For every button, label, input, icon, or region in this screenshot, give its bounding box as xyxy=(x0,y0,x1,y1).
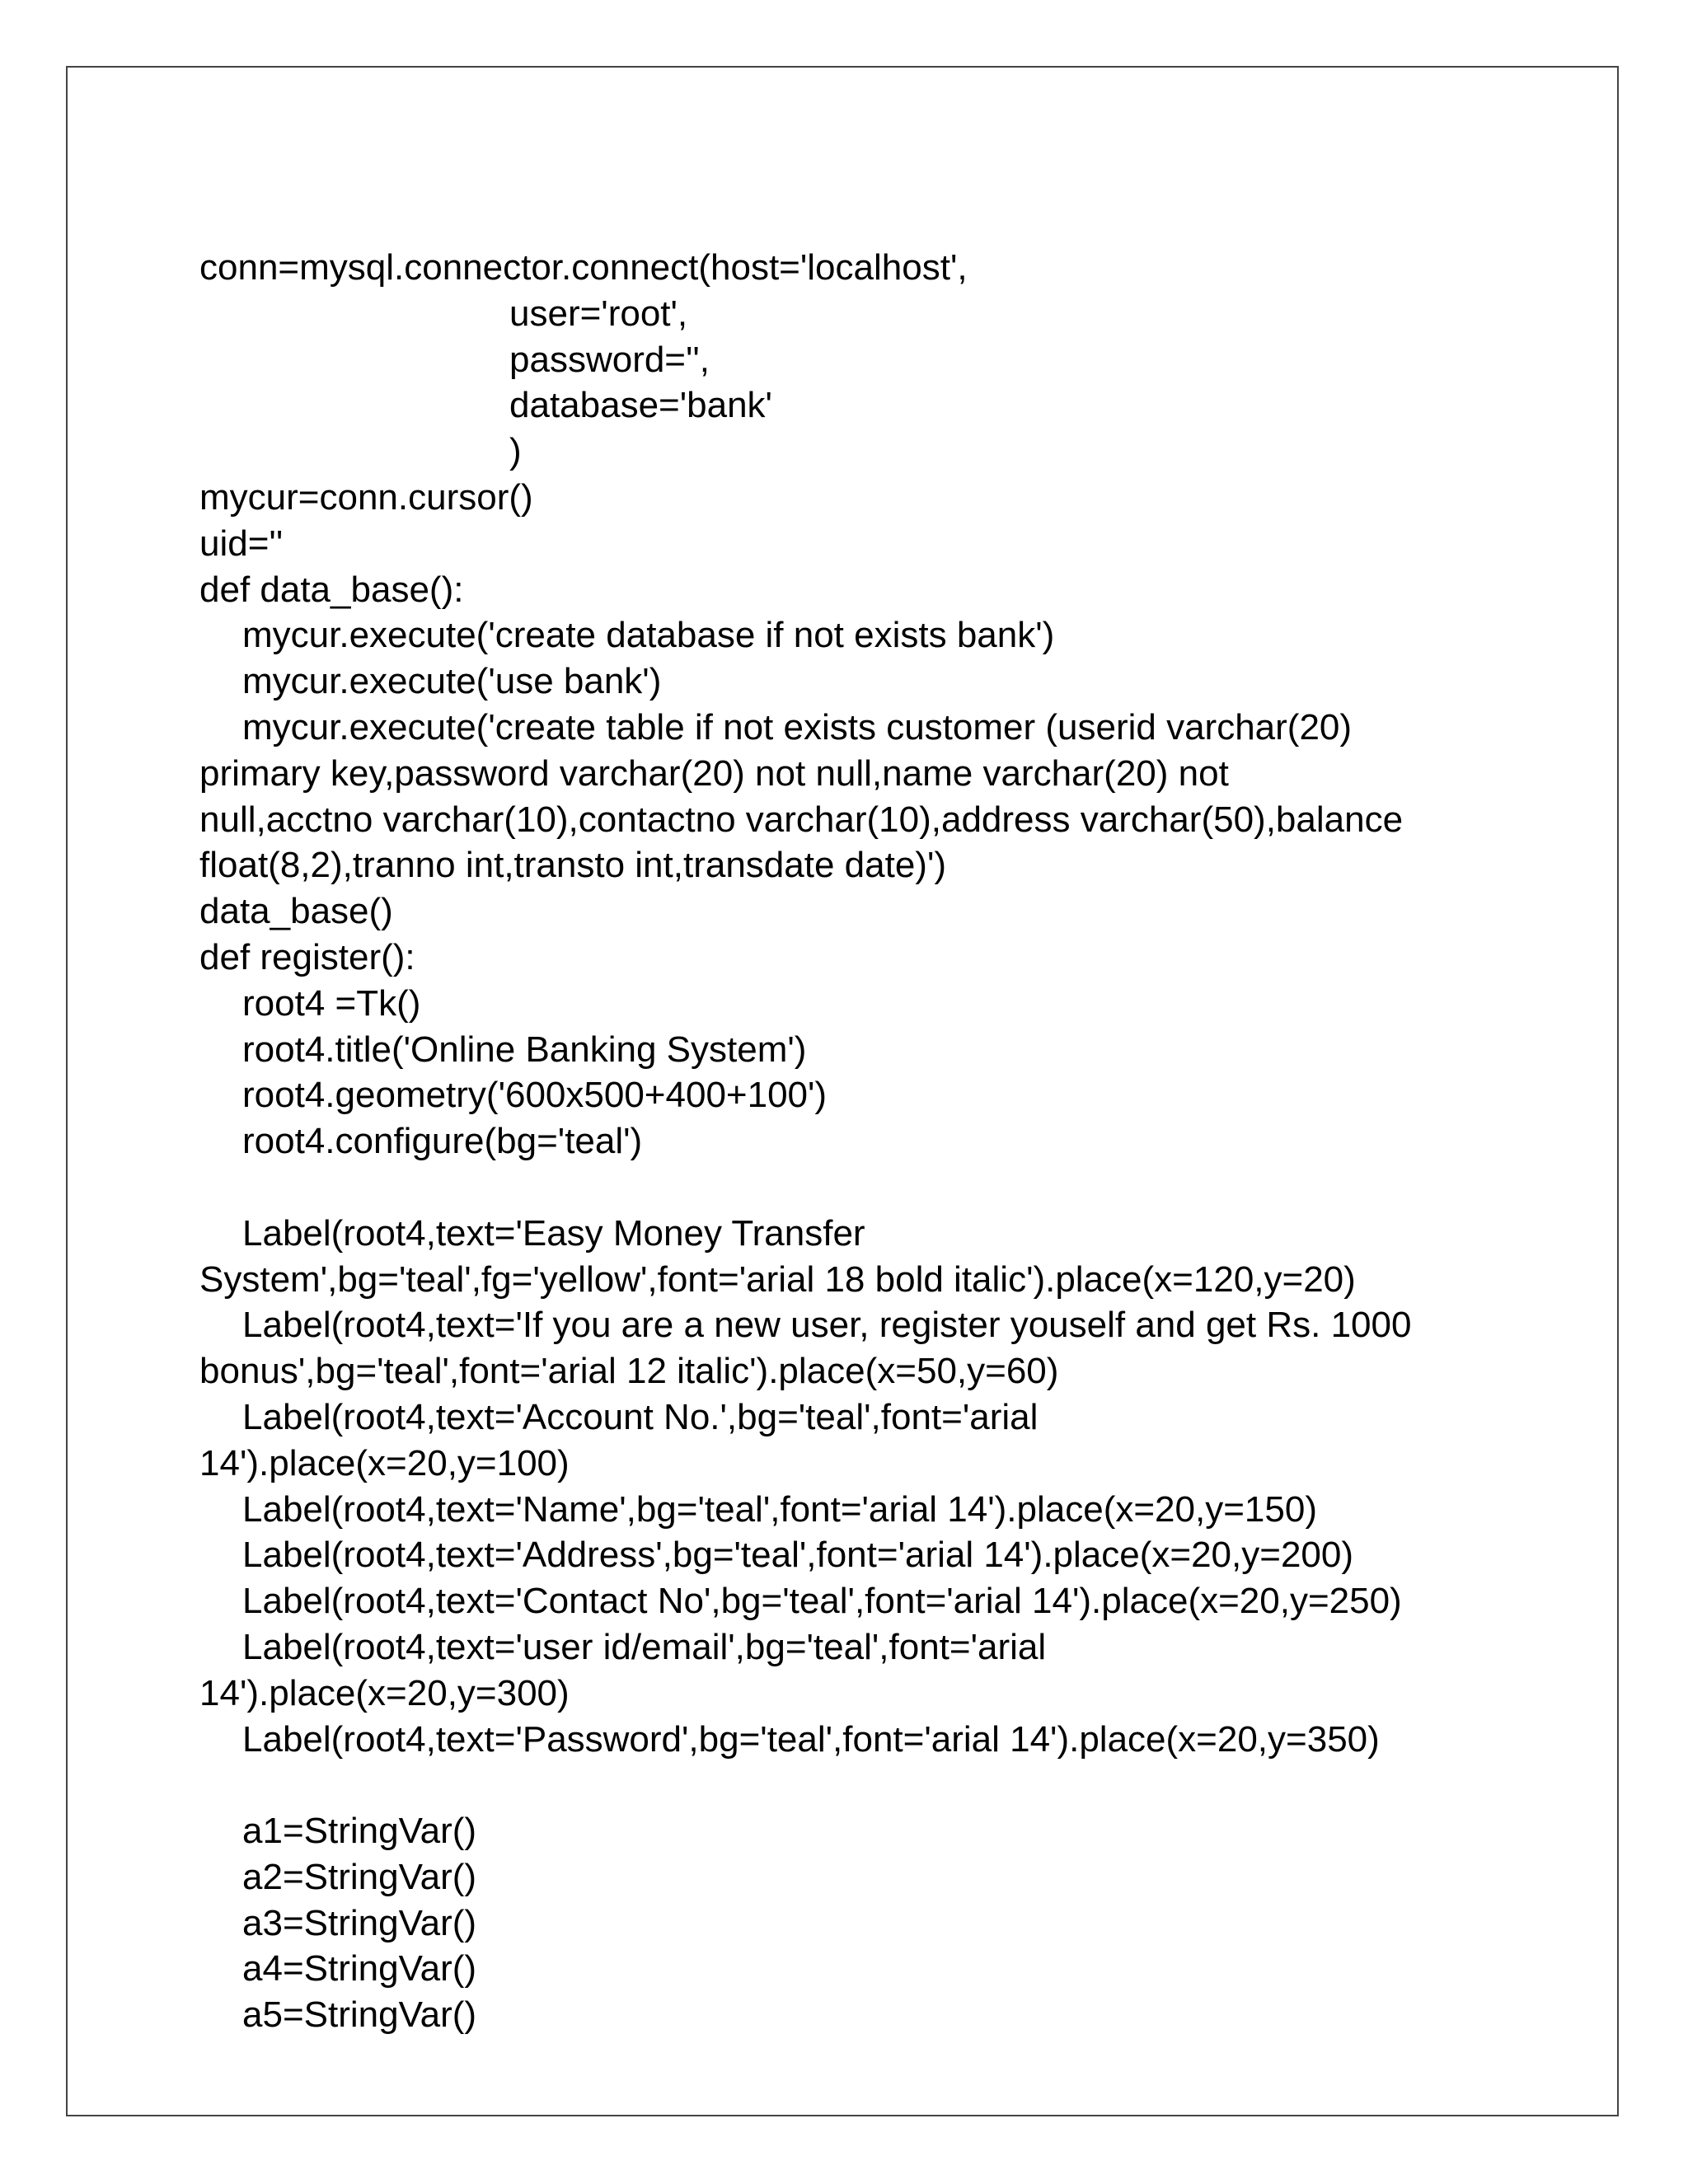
code-line-label-user-id: Label(root4,text='user id/email',bg='teal',font='arial xyxy=(242,1626,1047,1667)
code-line-root4-configure: root4.configure(bg='teal') xyxy=(242,1121,643,1162)
code-line-a3: a3=StringVar() xyxy=(242,1902,477,1943)
code-line-a2: a2=StringVar() xyxy=(242,1856,477,1897)
code-line-root4-tk: root4 =Tk() xyxy=(242,982,421,1024)
code-line-a4: a4=StringVar() xyxy=(242,1948,477,1990)
code-line-call-data-base: data_base() xyxy=(199,891,393,932)
code-line-label-account-no-cont: 14').place(x=20,y=100) xyxy=(199,1442,570,1483)
code-line-database-arg: database='bank' xyxy=(509,385,772,426)
code-line-label-title: Label(root4,text='Easy Money Transfer xyxy=(242,1212,865,1254)
code-line-create-table-cont-3: float(8,2),tranno int,transto int,transdate date)') xyxy=(199,845,946,886)
code-line-close-paren: ) xyxy=(509,431,522,472)
code-line-label-title-cont: System',bg='teal',fg='yellow',font='arial 18 bold italic').place(x=120,y=20) xyxy=(199,1258,1356,1300)
code-line-label-address: Label(root4,text='Address',bg='teal',font='arial 14').place(x=20,y=200) xyxy=(242,1535,1354,1576)
code-line-create-table-cont-1: primary key,password varchar(20) not null,name varchar(20) not xyxy=(199,752,1229,794)
code-listing xyxy=(199,245,1551,2038)
code-line-a1: a1=StringVar() xyxy=(242,1811,477,1852)
code-line-label-new-user-cont: bonus',bg='teal',font='arial 12 italic').place(x=50,y=60) xyxy=(199,1351,1059,1392)
code-line-connect: conn=mysql.connector.connect(host='localhost', xyxy=(199,247,968,288)
code-line-def-register: def register(): xyxy=(199,936,415,977)
code-line-label-new-user: Label(root4,text='If you are a new user, register youself and get Rs. 1000 xyxy=(242,1305,1412,1346)
code-line-password-arg: password='', xyxy=(509,339,710,380)
code-line-use-bank: mycur.execute('use bank') xyxy=(242,661,662,702)
code-line-uid: uid='' xyxy=(199,523,284,564)
code-line-user-arg: user='root', xyxy=(509,293,688,334)
code-line-root4-geometry: root4.geometry('600x500+400+100') xyxy=(242,1075,828,1116)
code-line-create-table-cont-2: null,acctno varchar(10),contactno varchar(10),address varchar(50),balance xyxy=(199,799,1404,840)
code-line-create-database: mycur.execute('create database if not exists bank') xyxy=(242,615,1055,656)
code-line-cursor: mycur=conn.cursor() xyxy=(199,476,533,518)
code-line-def-data-base: def data_base(): xyxy=(199,569,464,610)
code-line-label-contact-no: Label(root4,text='Contact No',bg='teal',font='arial 14').place(x=20,y=250) xyxy=(242,1581,1402,1622)
code-line-a5: a5=StringVar() xyxy=(242,1994,477,2036)
code-line-blank xyxy=(199,1165,1551,1211)
code-line-label-password: Label(root4,text='Password',bg='teal',font='arial 14').place(x=20,y=350) xyxy=(242,1718,1380,1760)
code-line-label-account-no: Label(root4,text='Account No.',bg='teal',font='arial xyxy=(242,1396,1039,1437)
code-line-create-table: mycur.execute('create table if not exists customer (userid varchar(20) xyxy=(242,706,1353,748)
code-line-label-user-id-cont: 14').place(x=20,y=300) xyxy=(199,1672,570,1713)
code-line-root4-title: root4.title('Online Banking System') xyxy=(242,1029,807,1070)
code-line-blank xyxy=(199,1762,1551,1808)
code-line-label-name: Label(root4,text='Name',bg='teal',font='arial 14').place(x=20,y=150) xyxy=(242,1488,1317,1530)
